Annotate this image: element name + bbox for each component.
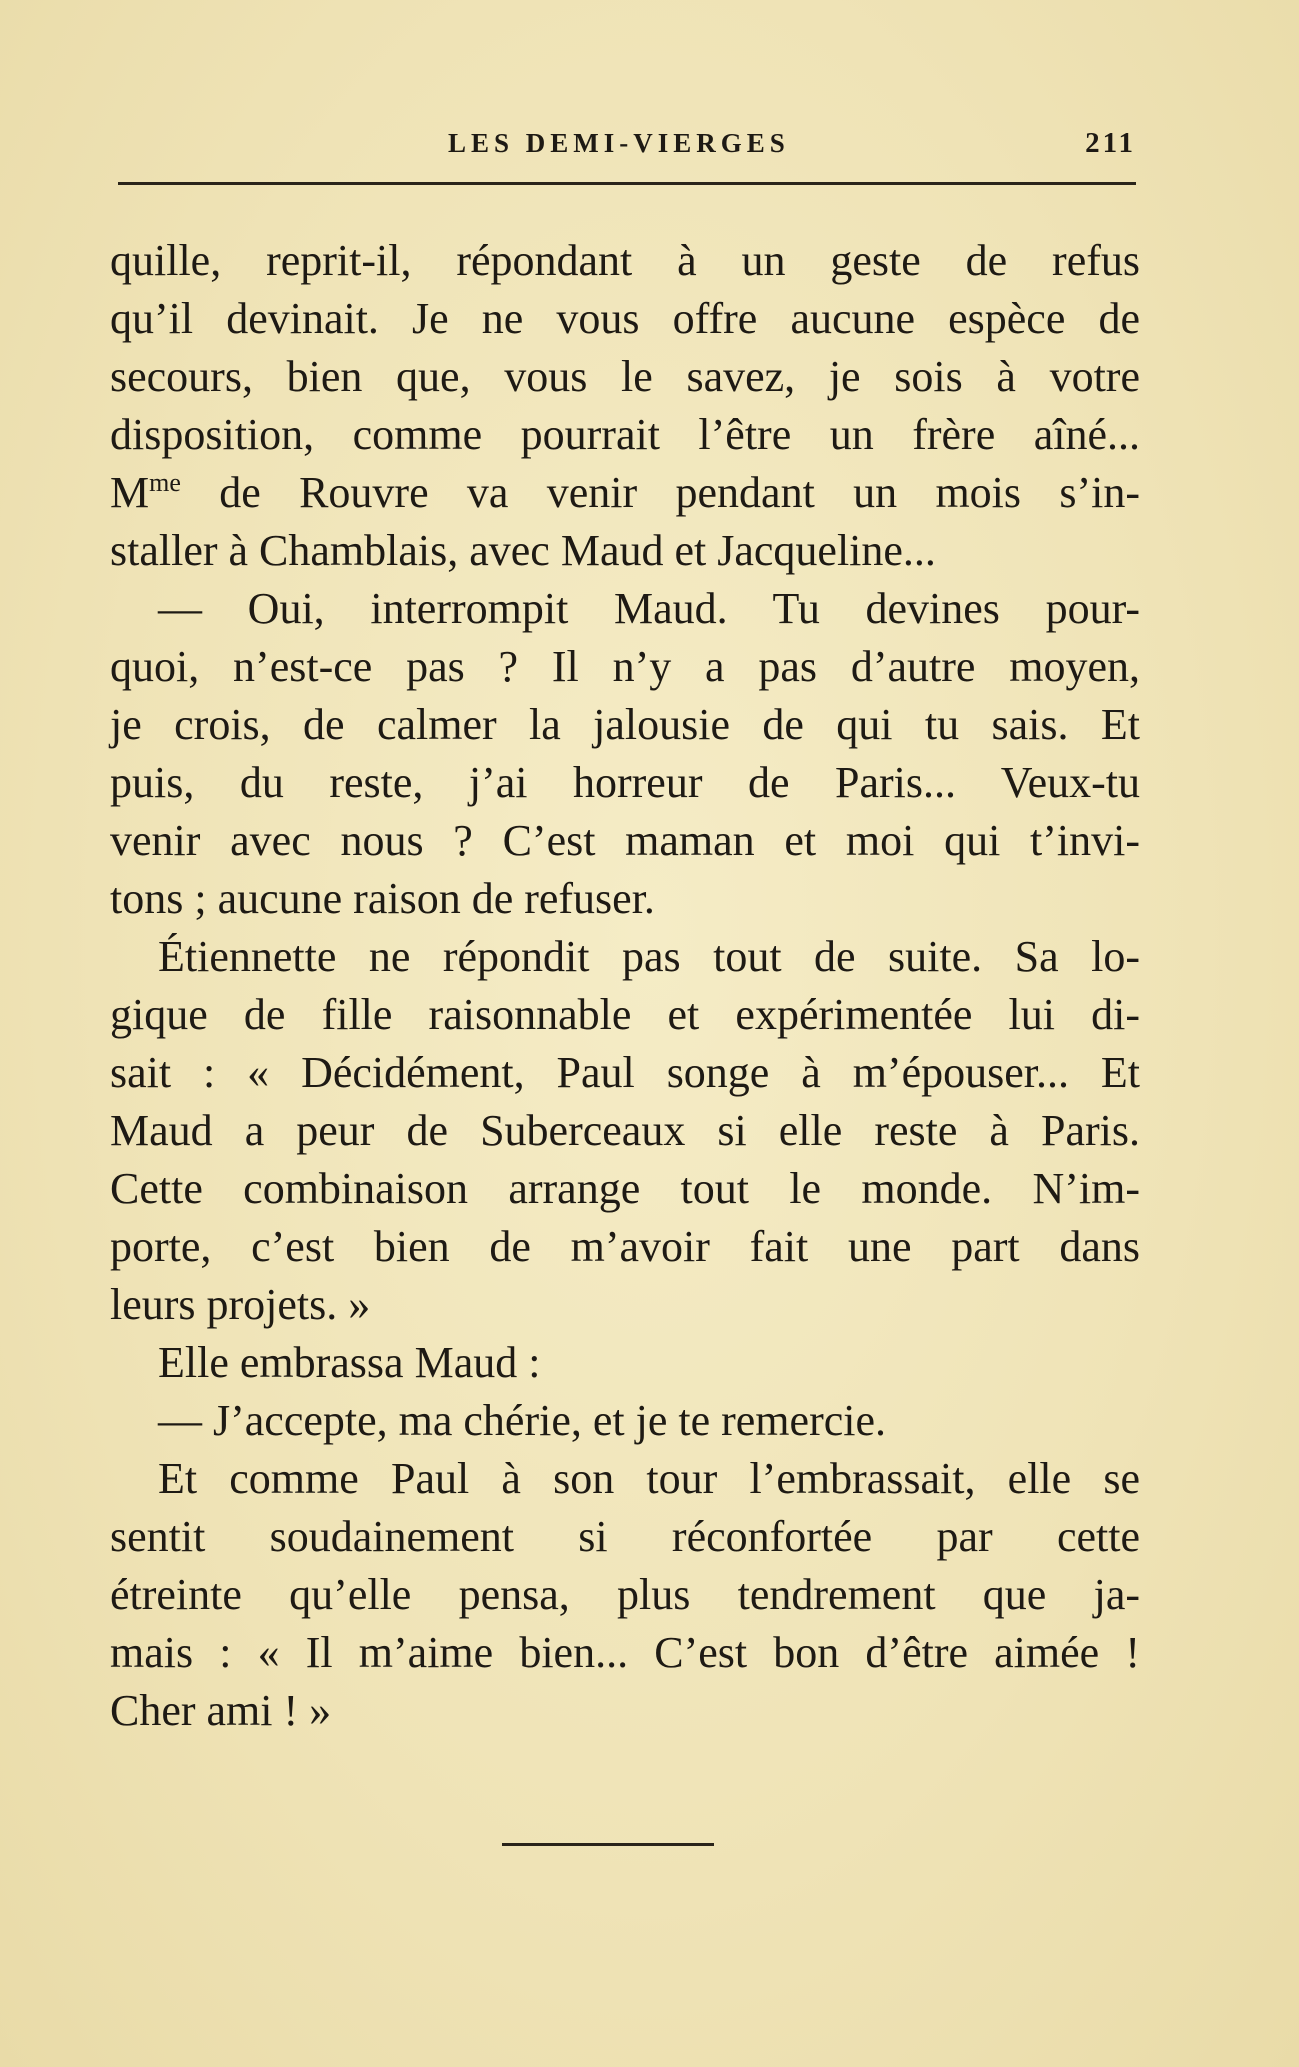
text-line-24: étreinte qu’elle pensa, plus tendrement que ja- <box>110 1570 1140 1619</box>
text-line-16: Maud a peur de Suberceaux si elle reste à Paris. <box>110 1106 1140 1155</box>
text-line-20: Elle embrassa Maud : <box>158 1338 541 1387</box>
text-line-25: mais : « Il m’aime bien... C’est bon d’être aimée ! <box>110 1628 1140 1677</box>
text-line-4: disposition, comme pourrait l’être un frère aîné... <box>110 410 1140 459</box>
text-line-6: staller à Chamblais, avec Maud et Jacqueline... <box>110 526 936 575</box>
text-line-13: Étiennette ne répondit pas tout de suite. Sa lo- <box>158 932 1140 981</box>
text-line-23: sentit soudainement si réconfortée par cette <box>110 1512 1140 1561</box>
body-text <box>110 232 1140 1740</box>
text-line-26: Cher ami ! » <box>110 1686 332 1735</box>
text-line-10: puis, du reste, j’ai horreur de Paris... Veux-tu <box>110 758 1140 807</box>
header-rule <box>118 182 1136 185</box>
text-line-7: — Oui, interrompit Maud. Tu devines pour- <box>158 584 1140 633</box>
text-line-22: Et comme Paul à son tour l’embrassait, elle se <box>158 1454 1140 1503</box>
text-line-8: quoi, n’est-ce pas ? Il n’y a pas d’autre moyen, <box>110 642 1140 691</box>
text-line-14: gique de fille raisonnable et expérimentée lui di- <box>110 990 1140 1039</box>
text-line-19: leurs projets. » <box>110 1280 371 1329</box>
abbrev-base: M <box>110 468 150 517</box>
text-line-1: quille, reprit-il, répondant à un geste de refus <box>110 236 1140 285</box>
text-line-21: — J’accepte, ma chérie, et je te remercie. <box>158 1396 886 1445</box>
abbrev-superscript: me <box>149 468 181 497</box>
text-line-3: secours, bien que, vous le savez, je sois à votre <box>110 352 1140 401</box>
end-rule <box>502 1843 714 1846</box>
text-line-5 <box>110 464 1140 522</box>
text-line-2: qu’il devinait. Je ne vous offre aucune espèce de <box>110 294 1140 343</box>
text-line-17: Cette combinaison arrange tout le monde. N’im- <box>110 1164 1140 1213</box>
text-line-11: venir avec nous ? C’est maman et moi qui t’invi- <box>110 816 1140 865</box>
running-head <box>118 118 1136 168</box>
text-line-12: tons ; aucune raison de refuser. <box>110 874 655 923</box>
text-line-18: porte, c’est bien de m’avoir fait une part dans <box>110 1222 1140 1271</box>
text-line-9: je crois, de calmer la jalousie de qui tu sais. Et <box>110 700 1140 749</box>
text-line-15: sait : « Décidément, Paul songe à m’épouser... Et <box>110 1048 1140 1097</box>
running-title: LES DEMI-VIERGES <box>448 128 790 158</box>
text-line-5-rest: de Rouvre va venir pendant un mois s’in- <box>219 468 1140 517</box>
page-number: 211 <box>1085 127 1136 159</box>
